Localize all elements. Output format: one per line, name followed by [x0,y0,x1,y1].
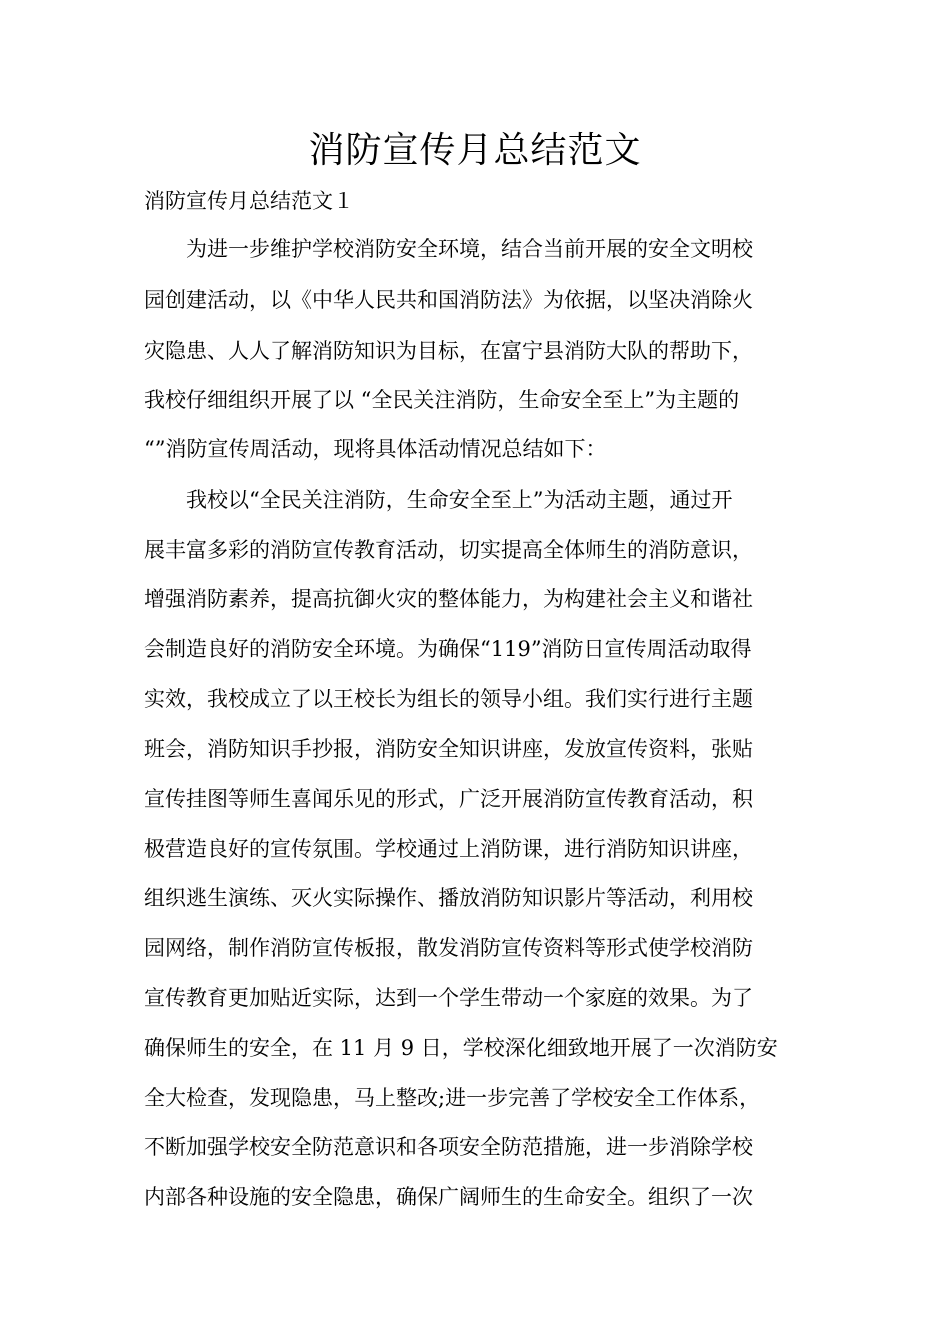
body-line: 展丰富多彩的消防宣传教育活动，切实提高全体师生的消防意识， [144,538,753,562]
body-line: 不断加强学校安全防范意识和各项安全防范措施，进一步消除学校 [144,1135,753,1159]
document-title: 消防宣传月总结范文 [308,130,642,171]
body-line: 园网络，制作消防宣传板报，散发消防宣传资料等形式使学校消防 [144,936,753,960]
body-line: 增强消防素养，提高抗御火灾的整体能力，为构建社会主义和谐社 [144,587,753,611]
body-line: 灾隐患、人人了解消防知识为目标，在富宁县消防大队的帮助下， [144,339,753,363]
body-line: 宣传教育更加贴近实际，达到一个学生带动一个家庭的效果。为了 [144,986,753,1010]
body-line: 极营造良好的宣传氛围。学校通过上消防课，进行消防知识讲座， [144,837,753,861]
body-line: 园创建活动，以《中华人民共和国消防法》为依据，以坚决消除火 [144,288,753,312]
body-line: 会制造良好的消防安全环境。为确保“119”消防日宣传周活动取得 [144,637,752,661]
body-line: 内部各种设施的安全隐患，确保广阔师生的生命安全。组织了一次 [144,1185,753,1209]
body-line: 我校仔细组织开展了以 “全民关注消防，生命安全至上”为主题的 [144,388,740,412]
document-subtitle: 消防宣传月总结范文１ [144,189,354,213]
body-line: “”消防宣传周活动，现将具体活动情况总结如下： [144,437,607,461]
body-line: 宣传挂图等师生喜闻乐见的形式，广泛开展消防宣传教育活动，积 [144,787,753,811]
body-line: 班会，消防知识手抄报，消防安全知识讲座，发放宣传资料，张贴 [144,737,753,761]
body-line: 实效，我校成立了以王校长为组长的领导小组。我们实行进行主题 [144,687,753,711]
body-line: 确保师生的安全，在 11 月 9 日，学校深化细致地开展了一次消防安 [144,1036,778,1060]
body-line: 我校以“全民关注消防，生命安全至上”为活动主题，通过开 [144,488,733,512]
body-line: 组织逃生演练、灭火实际操作、播放消防知识影片等活动，利用校 [144,886,753,910]
body-line: 全大检查，发现隐患，马上整改;进一步完善了学校安全工作体系， [144,1086,761,1110]
body-line: 为进一步维护学校消防安全环境，结合当前开展的安全文明校 [144,237,753,261]
